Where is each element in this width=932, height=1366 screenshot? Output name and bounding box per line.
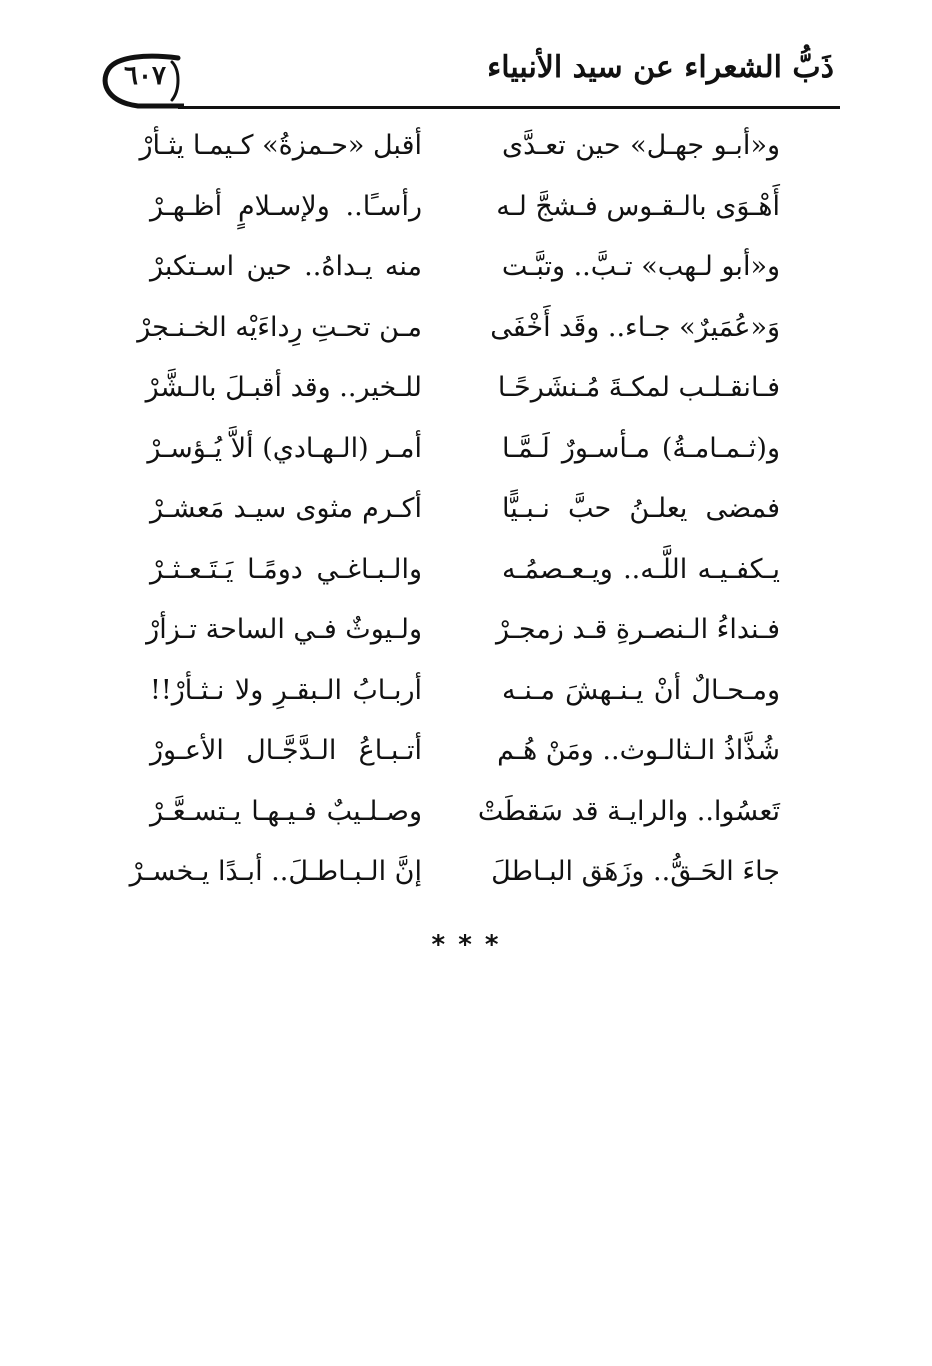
verse-second-hemistich: رأسـًا.. ولإسـلامٍ أظـهـرْ	[150, 190, 422, 222]
verse	[147, 423, 780, 484]
verse	[150, 544, 780, 605]
page-header	[98, 40, 840, 118]
verse	[150, 665, 780, 726]
verse	[150, 725, 780, 786]
verse-second-hemistich: مـن تحـتِ رِداءَيْه الخـنـجرْ	[137, 311, 422, 343]
verse-second-hemistich: منه يـداهُ.. حين اسـتكبرْ	[150, 251, 422, 282]
verse-first-hemistich: فمضى يعلـنُ حبَّ نـبـيًّا	[502, 493, 780, 524]
verse-first-hemistich: وَ«عُمَيرٌ» جـاء.. وقَد أَخْفَى	[490, 311, 780, 343]
page-number: ٦٠٧	[124, 61, 166, 91]
verse	[146, 604, 780, 665]
verse-first-hemistich: أَهْـوَى بالـقـوس فـشجَّ لـه	[496, 190, 780, 222]
verse	[139, 120, 780, 181]
verse	[150, 786, 780, 847]
verse-second-hemistich: والـبـاغـي دومًـا يَـتَـعـثـرْ	[150, 553, 422, 585]
verse	[129, 846, 780, 907]
verse-first-hemistich: ومـحـالٌ أنْ يـنـهشَ مـنـه	[502, 674, 780, 706]
verse-second-hemistich: للـخير.. وقد أقبـلَ بالـشَّرْ	[145, 372, 422, 403]
verse-first-hemistich: يـكفـيـه اللَّـه.. ويـعـصمُـه	[502, 553, 780, 585]
verse-second-hemistich: أكـرم مثوى سيـد مَعشـرْ	[150, 493, 422, 524]
verse-second-hemistich: وصـلـيبٌ فـيـهـا يـتسـعَّـرْ	[150, 795, 422, 827]
verse-second-hemistich: أقبل «حـمزةُ» كـيمـا يثـأرْ	[139, 130, 422, 161]
verse	[150, 241, 780, 302]
verse	[150, 483, 780, 544]
poem	[129, 120, 780, 907]
verse-second-hemistich: ولـيوثٌ فـي الساحة تـزأرْ	[146, 614, 422, 645]
verse-first-hemistich: و«أبو لـهب» تـبَّ.. وتبَّـت	[501, 251, 780, 282]
verse	[137, 302, 780, 363]
page-number-badge	[98, 52, 184, 106]
section-separator: * * *	[431, 930, 501, 960]
verse	[150, 181, 780, 242]
verse-first-hemistich: جاءَ الحَـقُّ.. وزَهَق البـاطلَ	[491, 856, 780, 887]
verse-second-hemistich: أمـر (الـهـادي) ألاَّ يُـؤسـرْ	[147, 432, 422, 464]
verse-first-hemistich: و«أبـو جهـل» حين تعـدَّى	[502, 130, 780, 161]
verse-first-hemistich: فـنداءُ الـنصـرةِ قـد زمجـرْ	[496, 614, 780, 645]
verse-first-hemistich: تَعسُوا.. والرايـة قد سَقطَتْ	[477, 795, 780, 827]
running-title: ذَبُّ الشعراء عن سيد الأنبياء	[487, 50, 834, 85]
verse-second-hemistich: أربـابُ الـبقـرِ ولا نـثـأرْ!!	[150, 674, 422, 706]
verse-first-hemistich: شُذَّاذُ الـثالـوث.. ومَنْ هُـم	[497, 735, 780, 766]
verse-second-hemistich: أتـبـاعُ الـدَّجَّـال الأعـورْ	[150, 735, 422, 766]
header-rule	[178, 106, 840, 109]
verse	[145, 362, 780, 423]
verse-first-hemistich: فـانقـلـب لمكـةَ مُـنشَرحًـا	[497, 372, 780, 403]
verse-first-hemistich: و(ثـمـامـةُ) مـأسـورٌ لَـمَّـا	[502, 432, 780, 464]
verse-second-hemistich: إنَّ الـبـاطـلَ.. أبـدًا يـخسـرْ	[129, 856, 422, 887]
